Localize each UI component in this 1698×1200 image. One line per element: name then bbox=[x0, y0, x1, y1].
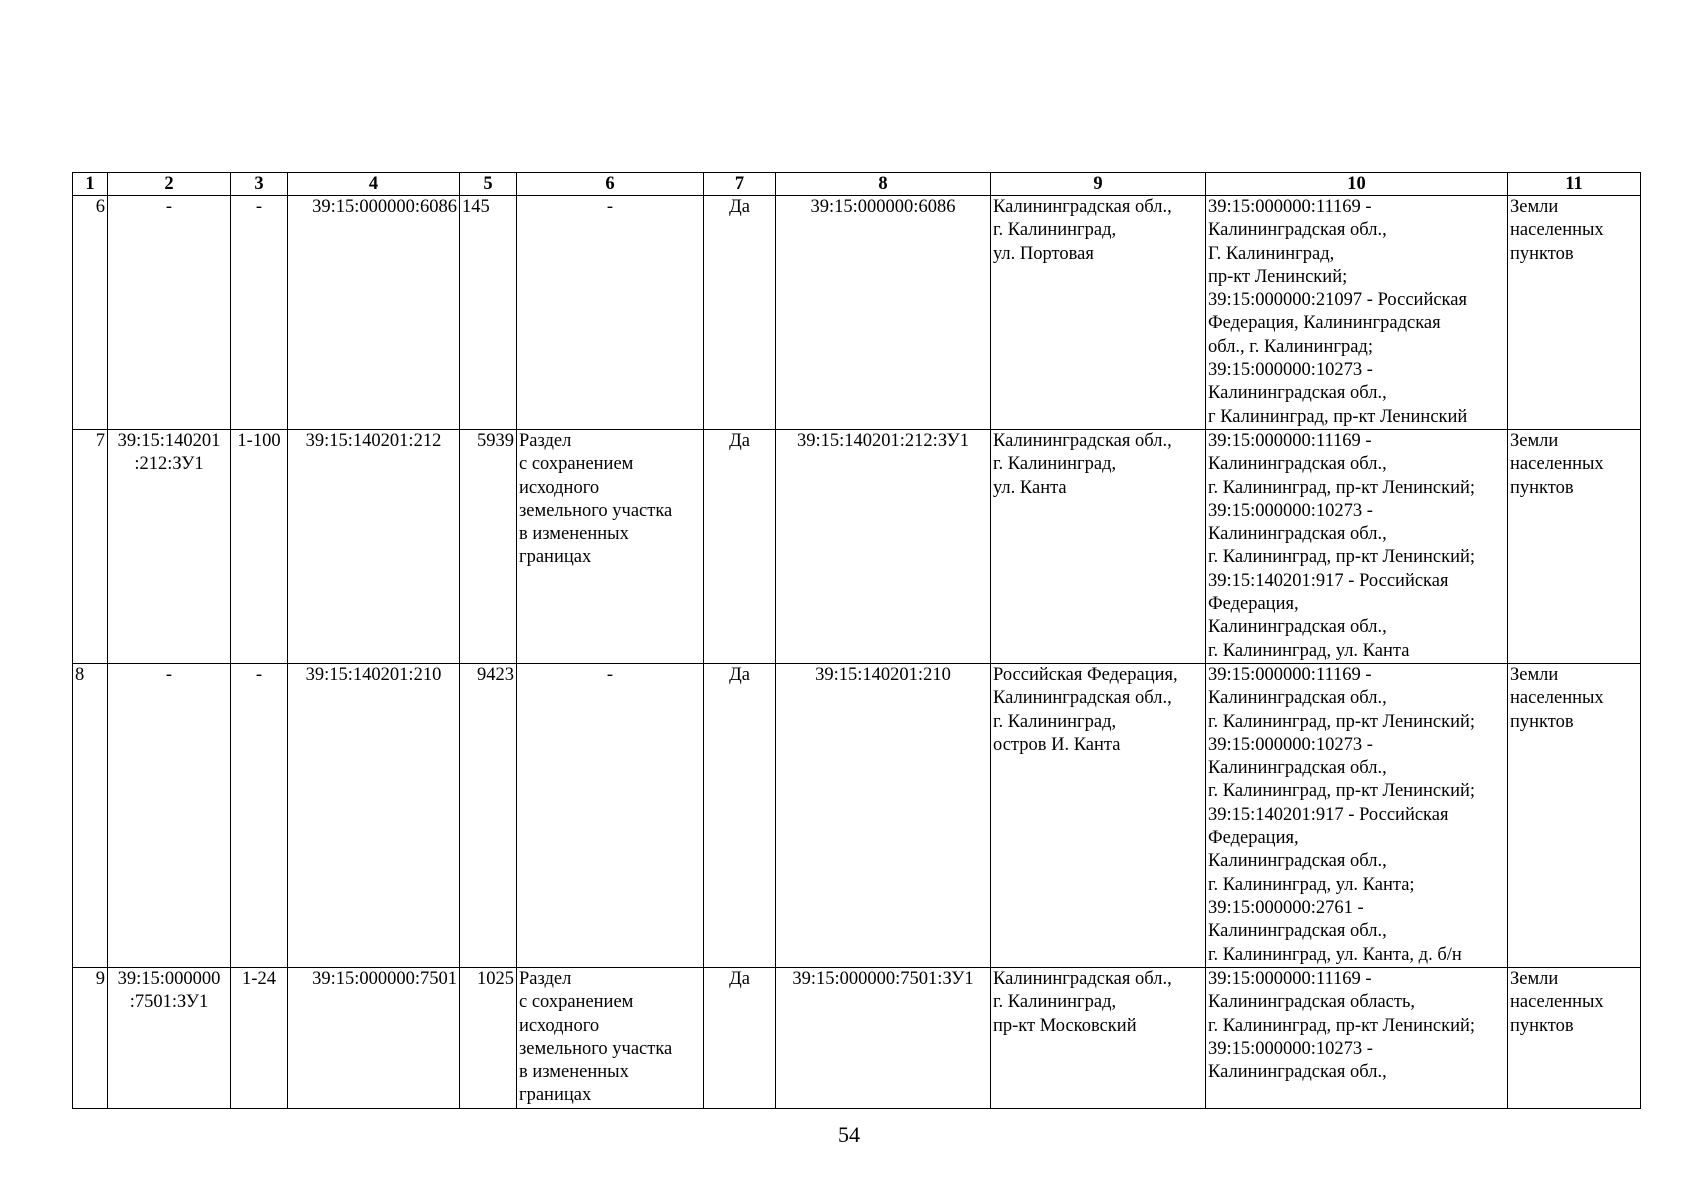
formation-method: Раздел с сохранением исходного земельного участка в измененных границах bbox=[517, 968, 704, 1109]
header-cell-1: 1 bbox=[73, 173, 108, 196]
header-cell-5: 5 bbox=[460, 173, 517, 196]
result-cadastral-number: 39:15:000000:7501:ЗУ1 bbox=[776, 968, 991, 1109]
new-plot-designation: 39:15:140201 :212:ЗУ1 bbox=[108, 430, 231, 664]
header-cell-7: 7 bbox=[704, 173, 776, 196]
flag-value: Да bbox=[704, 968, 776, 1109]
new-plot-designation: 39:15:000000 :7501:ЗУ1 bbox=[108, 968, 231, 1109]
adjacent-plots-text: 39:15:000000:11169 - Калининградская обл., г. Калининград, пр-кт Ленинский; 39:15:000000:10273 - Калининградская обл., г. Калининград, пр-кт Ленинский; 39:15:140201:917 - Российская Федерация, Калининградская обл., г. Калининград, ул. Канта bbox=[1206, 430, 1508, 664]
header-cell-3: 3 bbox=[231, 173, 288, 196]
area-value: 145 bbox=[460, 196, 517, 430]
row-number: 8 bbox=[73, 664, 108, 968]
address-text: Калининградская обл., г. Калининград, ул. Канта bbox=[991, 430, 1206, 664]
address-text: Калининградская обл., г. Калининград, ул. Портовая bbox=[991, 196, 1206, 430]
source-cadastral-number: 39:15:000000:7501 bbox=[288, 968, 460, 1109]
land-plots-table bbox=[72, 172, 1641, 1109]
source-cadastral-number: 39:15:000000:6086 bbox=[288, 196, 460, 430]
result-cadastral-number: 39:15:000000:6086 bbox=[776, 196, 991, 430]
header-cell-2: 2 bbox=[108, 173, 231, 196]
row-number: 9 bbox=[73, 968, 108, 1109]
land-category: Земли населенных пунктов bbox=[1508, 196, 1641, 430]
table-row bbox=[73, 430, 1641, 664]
header-cell-6: 6 bbox=[517, 173, 704, 196]
row-number: 7 bbox=[73, 430, 108, 664]
land-category: Земли населенных пунктов bbox=[1508, 430, 1641, 664]
adjacent-plots-text: 39:15:000000:11169 - Калининградская область, г. Калининград, пр-кт Ленинский; 39:15:000000:10273 - Калининградская обл., bbox=[1206, 968, 1508, 1109]
result-cadastral-number: 39:15:140201:210 bbox=[776, 664, 991, 968]
flag-value: Да bbox=[704, 196, 776, 430]
header-cell-9: 9 bbox=[991, 173, 1206, 196]
flag-value: Да bbox=[704, 430, 776, 664]
address-text: Российская Федерация, Калининградская обл., г. Калининград, остров И. Канта bbox=[991, 664, 1206, 968]
point-numbers: 1-24 bbox=[231, 968, 288, 1109]
formation-method: Раздел с сохранением исходного земельного участка в измененных границах bbox=[517, 430, 704, 664]
adjacent-plots-text: 39:15:000000:11169 - Калининградская обл., Г. Калининград, пр-кт Ленинский; 39:15:000000:21097 - Российская Федерация, Калининградская обл., г. Калининград; 39:15:000000:10273 - Калининградская обл., г Калининград, пр-кт Ленинский bbox=[1206, 196, 1508, 430]
land-category: Земли населенных пунктов bbox=[1508, 968, 1641, 1109]
source-cadastral-number: 39:15:140201:210 bbox=[288, 664, 460, 968]
header-cell-11: 11 bbox=[1508, 173, 1641, 196]
table-row bbox=[73, 664, 1641, 968]
formation-method: - bbox=[517, 196, 704, 430]
point-numbers: - bbox=[231, 196, 288, 430]
header-row bbox=[73, 173, 1641, 196]
point-numbers: 1-100 bbox=[231, 430, 288, 664]
new-plot-designation: - bbox=[108, 664, 231, 968]
source-cadastral-number: 39:15:140201:212 bbox=[288, 430, 460, 664]
area-value: 5939 bbox=[460, 430, 517, 664]
flag-value: Да bbox=[704, 664, 776, 968]
table-row bbox=[73, 196, 1641, 430]
adjacent-plots-text: 39:15:000000:11169 - Калининградская обл., г. Калининград, пр-кт Ленинский; 39:15:000000:10273 - Калининградская обл., г. Калининград, пр-кт Ленинский; 39:15:140201:917 - Российская Федерация, Калининградская обл., г. Калининград, ул. Канта; 39:15:000000:2761 - Калининградская обл., г. Калининград, ул. Канта, д. б/н bbox=[1206, 664, 1508, 968]
row-number: 6 bbox=[73, 196, 108, 430]
point-numbers: - bbox=[231, 664, 288, 968]
area-value: 9423 bbox=[460, 664, 517, 968]
result-cadastral-number: 39:15:140201:212:ЗУ1 bbox=[776, 430, 991, 664]
area-value: 1025 bbox=[460, 968, 517, 1109]
page-number: 54 bbox=[838, 1122, 860, 1147]
new-plot-designation: - bbox=[108, 196, 231, 430]
address-text: Калининградская обл., г. Калининград, пр-кт Московский bbox=[991, 968, 1206, 1109]
formation-method: - bbox=[517, 664, 704, 968]
header-cell-4: 4 bbox=[288, 173, 460, 196]
header-cell-8: 8 bbox=[776, 173, 991, 196]
header-cell-10: 10 bbox=[1206, 173, 1508, 196]
land-category: Земли населенных пунктов bbox=[1508, 664, 1641, 968]
table-row bbox=[73, 968, 1641, 1109]
